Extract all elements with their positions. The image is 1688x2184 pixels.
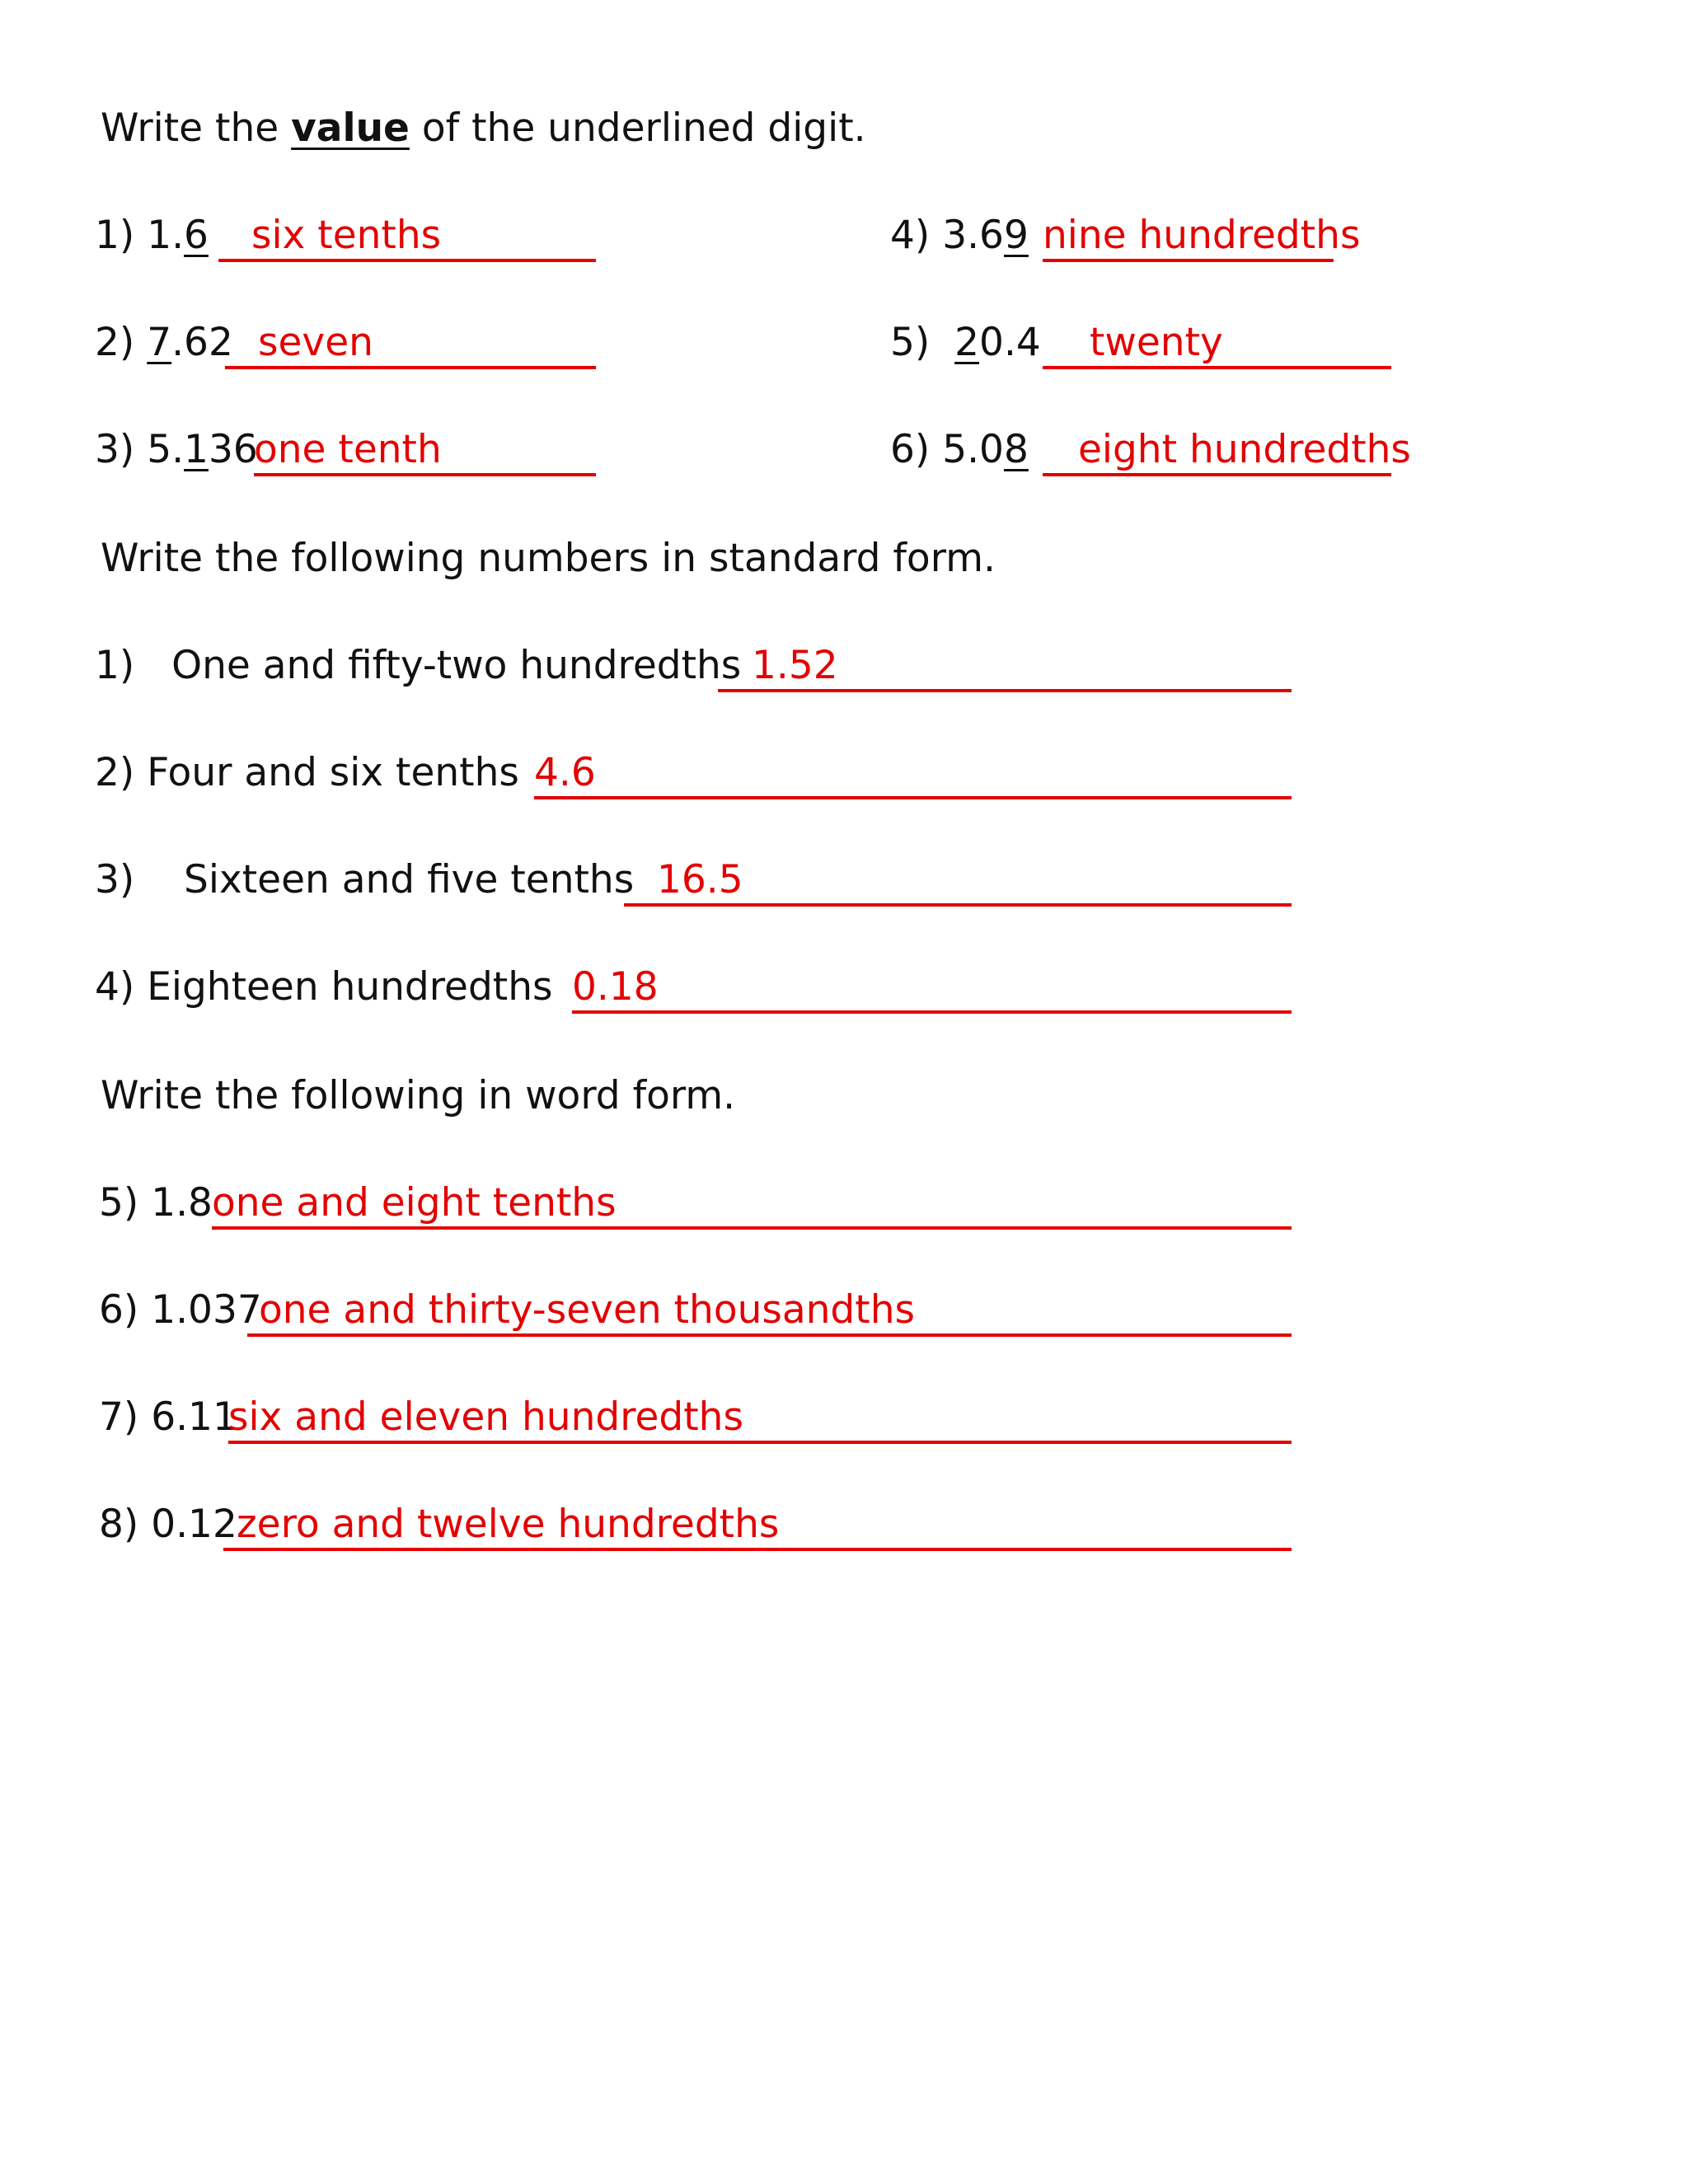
answer-text: one tenth [254,427,442,472]
question-number: 1) [95,213,135,258]
question-prompt: Eighteen hundredths [147,964,553,1010]
section2-heading: Write the following numbers in standard form. [101,536,996,581]
answer-text: nine hundredths [1043,213,1361,258]
question-prompt: 1.8 [151,1180,213,1226]
question-number: 6) [890,427,931,472]
value-question-6 [890,424,1029,476]
answer-text: 16.5 [657,857,743,902]
answer-text: 4.6 [534,750,596,795]
value-question-3 [95,424,258,476]
question-number: 3) [95,857,135,902]
question-number: 1) [95,643,135,688]
number-suffix: .62 [171,320,233,365]
question-prompt: One and fifty-two hundredths [171,643,742,688]
answer-text: six tenths [251,213,442,258]
answer-text: seven [258,320,373,365]
answer-blank[interactable] [534,747,1292,799]
standard-form-question-3 [95,854,634,907]
word-form-question-7 [99,1391,237,1444]
section1-heading-pre: Write the [101,105,292,151]
number-prefix: 5.0 [942,427,1004,472]
section3-heading: Write the following in word form. [101,1073,736,1118]
section1-heading-keyword: value [291,105,410,151]
word-form-question-6 [99,1284,262,1337]
question-number: 8) [99,1502,139,1547]
answer-text: zero and twelve hundredths [237,1502,780,1547]
answer-text: 0.18 [572,964,659,1010]
question-prompt: 6.11 [151,1394,237,1440]
value-question-2 [95,316,233,369]
answer-blank[interactable] [572,961,1292,1014]
number-prefix: 3.6 [942,213,1004,258]
answer-text: twenty [1090,320,1223,365]
question-number: 4) [890,213,931,258]
underlined-digit: 9 [1003,213,1029,258]
question-prompt: Four and six tenths [147,750,519,795]
word-form-question-8 [99,1498,237,1551]
question-prompt: 1.037 [151,1287,262,1333]
answer-text: 1.52 [752,643,838,688]
question-number: 5) [890,320,931,365]
answer-text: one and eight tenths [212,1180,617,1226]
question-number: 5) [99,1180,139,1226]
answer-text: eight hundredths [1078,427,1411,472]
section1-heading [101,102,866,155]
question-prompt: Sixteen and five tenths [184,857,635,902]
answer-text: six and eleven hundredths [228,1394,743,1440]
value-question-1 [95,209,209,262]
answer-text: one and thirty-seven thousandths [259,1287,915,1333]
question-number: 2) [95,320,135,365]
underlined-digit: 2 [954,320,980,365]
underlined-digit: 8 [1003,427,1029,472]
underlined-digit: 7 [147,320,172,365]
number-prefix: 1. [147,213,185,258]
value-question-4 [890,209,1029,262]
value-question-5 [890,316,1041,369]
standard-form-question-1 [95,640,741,692]
section1-heading-post: of the underlined digit. [409,105,866,151]
number-prefix: 5. [147,427,185,472]
question-prompt: 0.12 [151,1502,237,1547]
standard-form-question-4 [95,961,553,1014]
standard-form-question-2 [95,747,519,799]
underlined-digit: 6 [184,213,209,258]
question-number: 3) [95,427,135,472]
underlined-digit: 1 [184,427,209,472]
word-form-question-5 [99,1177,213,1230]
question-number: 4) [95,964,135,1010]
number-suffix: 36 [208,427,258,472]
question-number: 2) [95,750,135,795]
question-number: 7) [99,1394,139,1440]
number-suffix: 0.4 [979,320,1041,365]
question-number: 6) [99,1287,139,1333]
